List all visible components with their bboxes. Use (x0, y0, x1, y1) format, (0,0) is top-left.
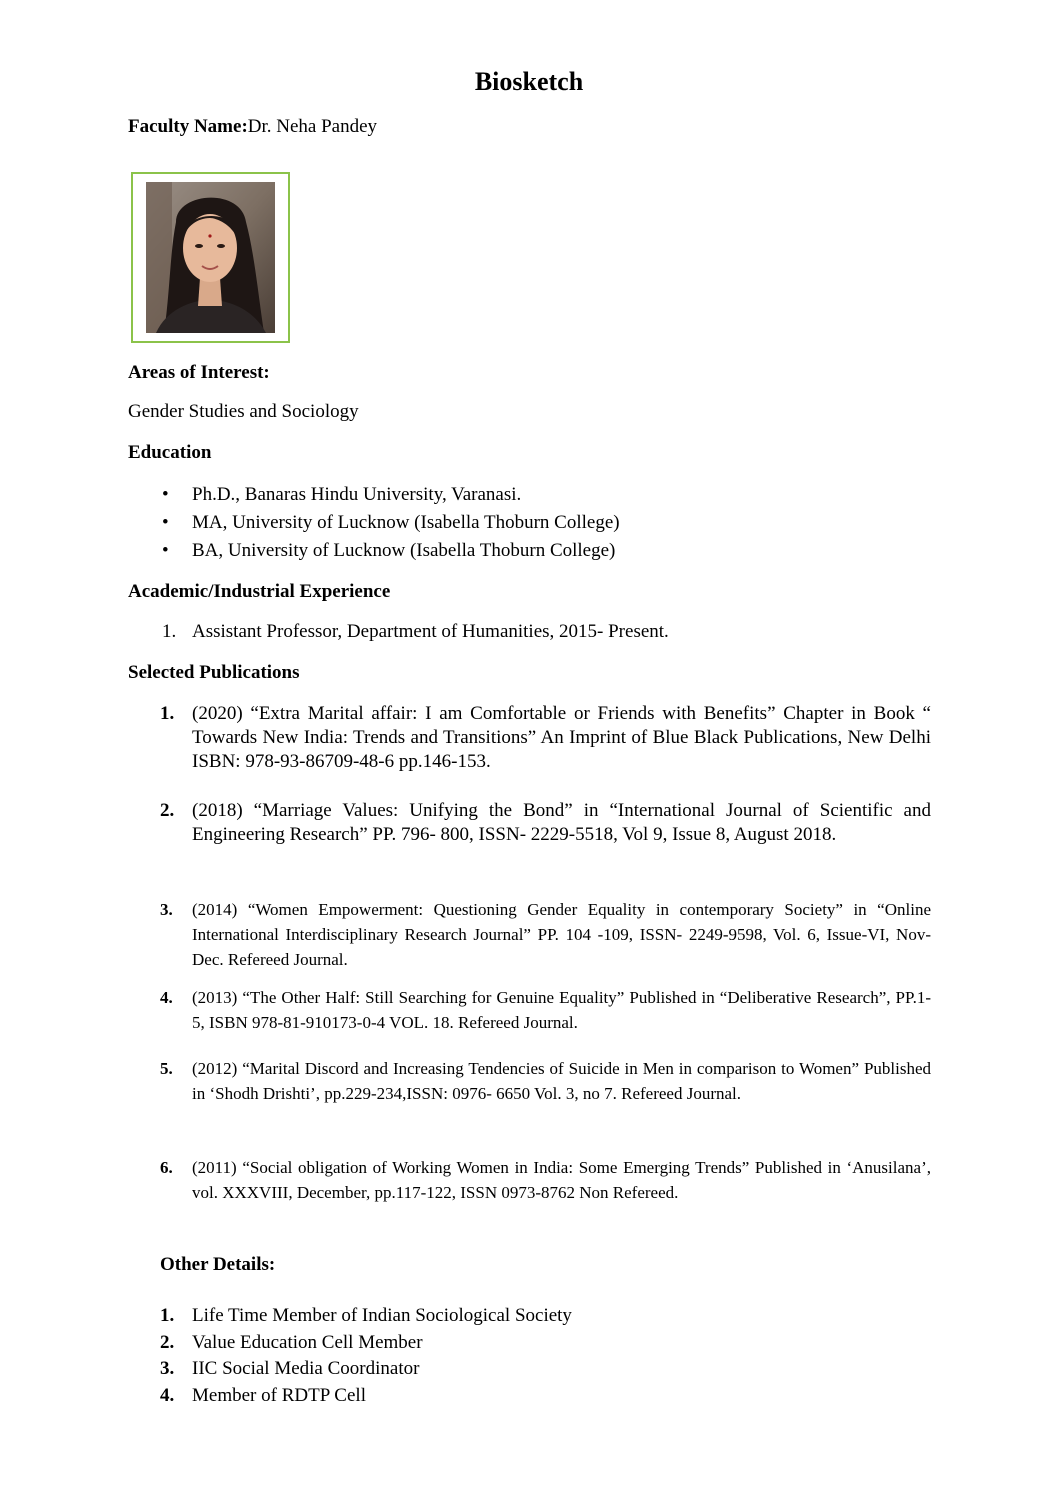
list-item-text: IIC Social Media Coordinator (192, 1358, 420, 1379)
faculty-portrait-icon (146, 182, 275, 333)
education-list (128, 481, 952, 565)
publication-number: 1. (160, 703, 175, 724)
publication-number: 2. (160, 800, 175, 821)
list-item-text: Assistant Professor, Department of Humanities, 2015- Present. (192, 621, 669, 642)
list-item-text: BA, University of Lucknow (Isabella Thoburn College) (192, 540, 616, 561)
list-item (128, 481, 952, 509)
list-item-number: 1. (162, 621, 177, 642)
publication-text: (2013) “The Other Half: Still Searching for Genuine Equality” Published in “Deliberative Research”, PP.1-5, ISBN 978-81-910173-0-4 VOL. 18. Refereed Journal. (192, 988, 931, 1032)
list-item-number: 2. (160, 1331, 175, 1353)
publication-item (160, 702, 931, 774)
experience-list (128, 619, 669, 645)
list-item (160, 1383, 572, 1410)
list-item (160, 1303, 572, 1330)
areas-of-interest-text: Gender Studies and Sociology (128, 401, 359, 422)
education-heading: Education (128, 442, 212, 463)
other-details-heading: Other Details: (160, 1254, 276, 1275)
publications-heading: Selected Publications (128, 662, 300, 683)
page-title: Biosketch (474, 67, 584, 96)
bullet-icon: • (162, 484, 169, 505)
list-item-number: 3. (160, 1358, 175, 1379)
publication-item (160, 799, 931, 847)
experience-heading: Academic/Industrial Experience (128, 581, 391, 602)
bullet-icon: • (162, 540, 169, 561)
publication-item (160, 897, 931, 972)
publication-number: 5. (160, 1059, 173, 1078)
faculty-name-label: Faculty Name: (128, 116, 248, 137)
list-item-text: Value Education Cell Member (192, 1331, 423, 1353)
list-item-text: Ph.D., Banaras Hindu University, Varanasi. (192, 484, 522, 505)
faculty-name-line (128, 114, 377, 140)
list-item (128, 509, 952, 537)
publication-text: (2011) “Social obligation of Working Women in India: Some Emerging Trends” Published in ‘Anusilana’, vol. XXXVIII, December, pp.117-122, ISSN 0973-8762 Non Refereed. (192, 1158, 931, 1202)
list-item-text: Member of RDTP Cell (192, 1384, 366, 1406)
publication-number: 4. (160, 988, 173, 1007)
publication-item (160, 985, 931, 1035)
publication-item (160, 1056, 931, 1106)
list-item (160, 1330, 572, 1357)
publication-text: (2014) “Women Empowerment: Questioning Gender Equality in contemporary Society” in “Online International Interdisciplinary Research Journal” PP. 104 -109, ISSN- 2249-9598, Vol. 6, Issue-VI, Nov-Dec. Refereed Journal. (192, 900, 931, 969)
publication-number: 3. (160, 900, 173, 919)
publication-text: (2018) “Marriage Values: Unifying the Bond” in “International Journal of Scientific and Engineering Research” PP. 796- 800, ISSN- 2229-5518, Vol 9, Issue 8, August 2018. (192, 800, 931, 845)
areas-of-interest-heading: Areas of Interest: (128, 362, 270, 383)
list-item-text: Life Time Member of Indian Sociological Society (192, 1305, 572, 1326)
bullet-icon: • (162, 512, 169, 533)
list-item (160, 1356, 572, 1383)
list-item (128, 619, 669, 645)
publication-item (160, 1155, 931, 1205)
list-item-number: 4. (160, 1384, 175, 1406)
faculty-photo (131, 172, 290, 343)
list-item (128, 537, 952, 565)
publication-text: (2012) “Marital Discord and Increasing Tendencies of Suicide in Men in comparison to Women” Published in ‘Shodh Drishti’, pp.229-234,ISSN: 0976- 6650 Vol. 3, no 7. Refereed Journal. (192, 1059, 931, 1103)
faculty-name-value: Dr. Neha Pandey (247, 116, 378, 137)
list-item-number: 1. (160, 1305, 175, 1326)
other-details-list (160, 1303, 572, 1409)
list-item-text: MA, University of Lucknow (Isabella Thoburn College) (192, 512, 620, 533)
publication-number: 6. (160, 1158, 173, 1177)
publication-text: (2020) “Extra Marital affair: I am Comfortable or Friends with Benefits” Chapter in Book “ Towards New India: Trends and Transitions” An Imprint of Blue Black Publications, New Delhi ISBN: 978-93-86709-48-6 pp.146-153. (192, 703, 931, 772)
